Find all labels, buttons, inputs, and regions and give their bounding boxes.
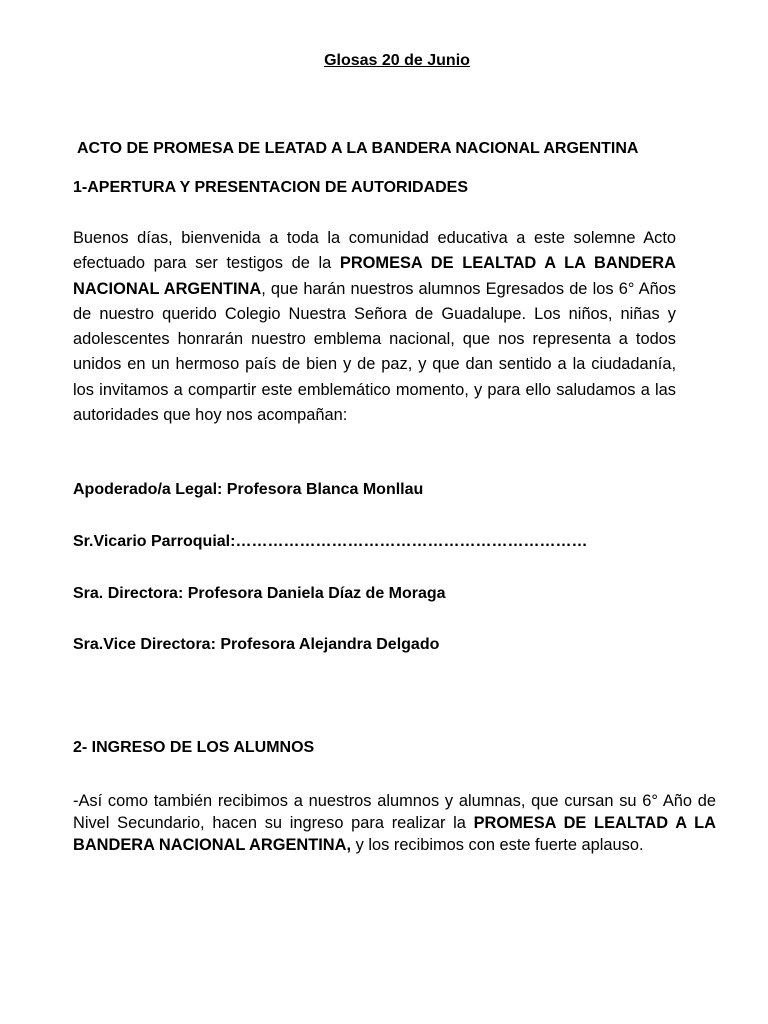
students-text-part-1: -Así como también recibimos a nuestros alumnos y alumnas, que cursan su 6° Año de Nivel Secundario, hacen su ingreso para realizar la	[73, 792, 716, 832]
welcome-text-bold: PROMESA DE LEALTAD A LA BANDERA NACIONAL ARGENTINA	[73, 254, 676, 298]
students-entry-paragraph	[73, 790, 716, 856]
welcome-paragraph	[73, 226, 676, 428]
welcome-text-part-1: Buenos días, bienvenida a toda la comunidad educativa a este solemne Acto efectuado para ser testigos de la	[73, 229, 676, 273]
section-2-heading: 2- INGRESO DE LOS ALUMNOS	[73, 739, 315, 756]
authority-parish-vicar: Sr.Vicario Parroquial:…………………………………………………………	[73, 533, 588, 550]
act-heading: ACTO DE PROMESA DE LEATAD A LA BANDERA NACIONAL ARGENTINA	[77, 140, 639, 157]
students-text-part-2: y los recibimos con este fuerte aplauso.	[351, 836, 644, 854]
section-1-heading: 1-APERTURA Y PRESENTACION DE AUTORIDADES	[73, 179, 469, 196]
students-text-bold: PROMESA DE LEALTAD A LA BANDERA NACIONAL ARGENTINA,	[73, 814, 716, 854]
welcome-text-part-2: , que harán nuestros alumnos Egresados de los 6° Años de nuestro querido Colegio Nuestra Señora de Guadalupe. Los niños, niñas y adolescentes honrarán nuestro emblema nacional, que nos representa a todos unidos en un hermoso país de bien y de paz, y que dan sentido a la ciudadanía, los invitamos a compartir este emblemático momento, y para ello saludamos a las autoridades que hoy nos acompañan:	[73, 279, 676, 425]
authority-director: Sra. Directora: Profesora Daniela Díaz de Moraga	[73, 585, 446, 602]
authority-legal-representative: Apoderado/a Legal: Profesora Blanca Monllau	[73, 481, 424, 498]
document-title: Glosas 20 de Junio	[324, 52, 470, 69]
authority-vice-director: Sra.Vice Directora: Profesora Alejandra Delgado	[73, 636, 440, 653]
